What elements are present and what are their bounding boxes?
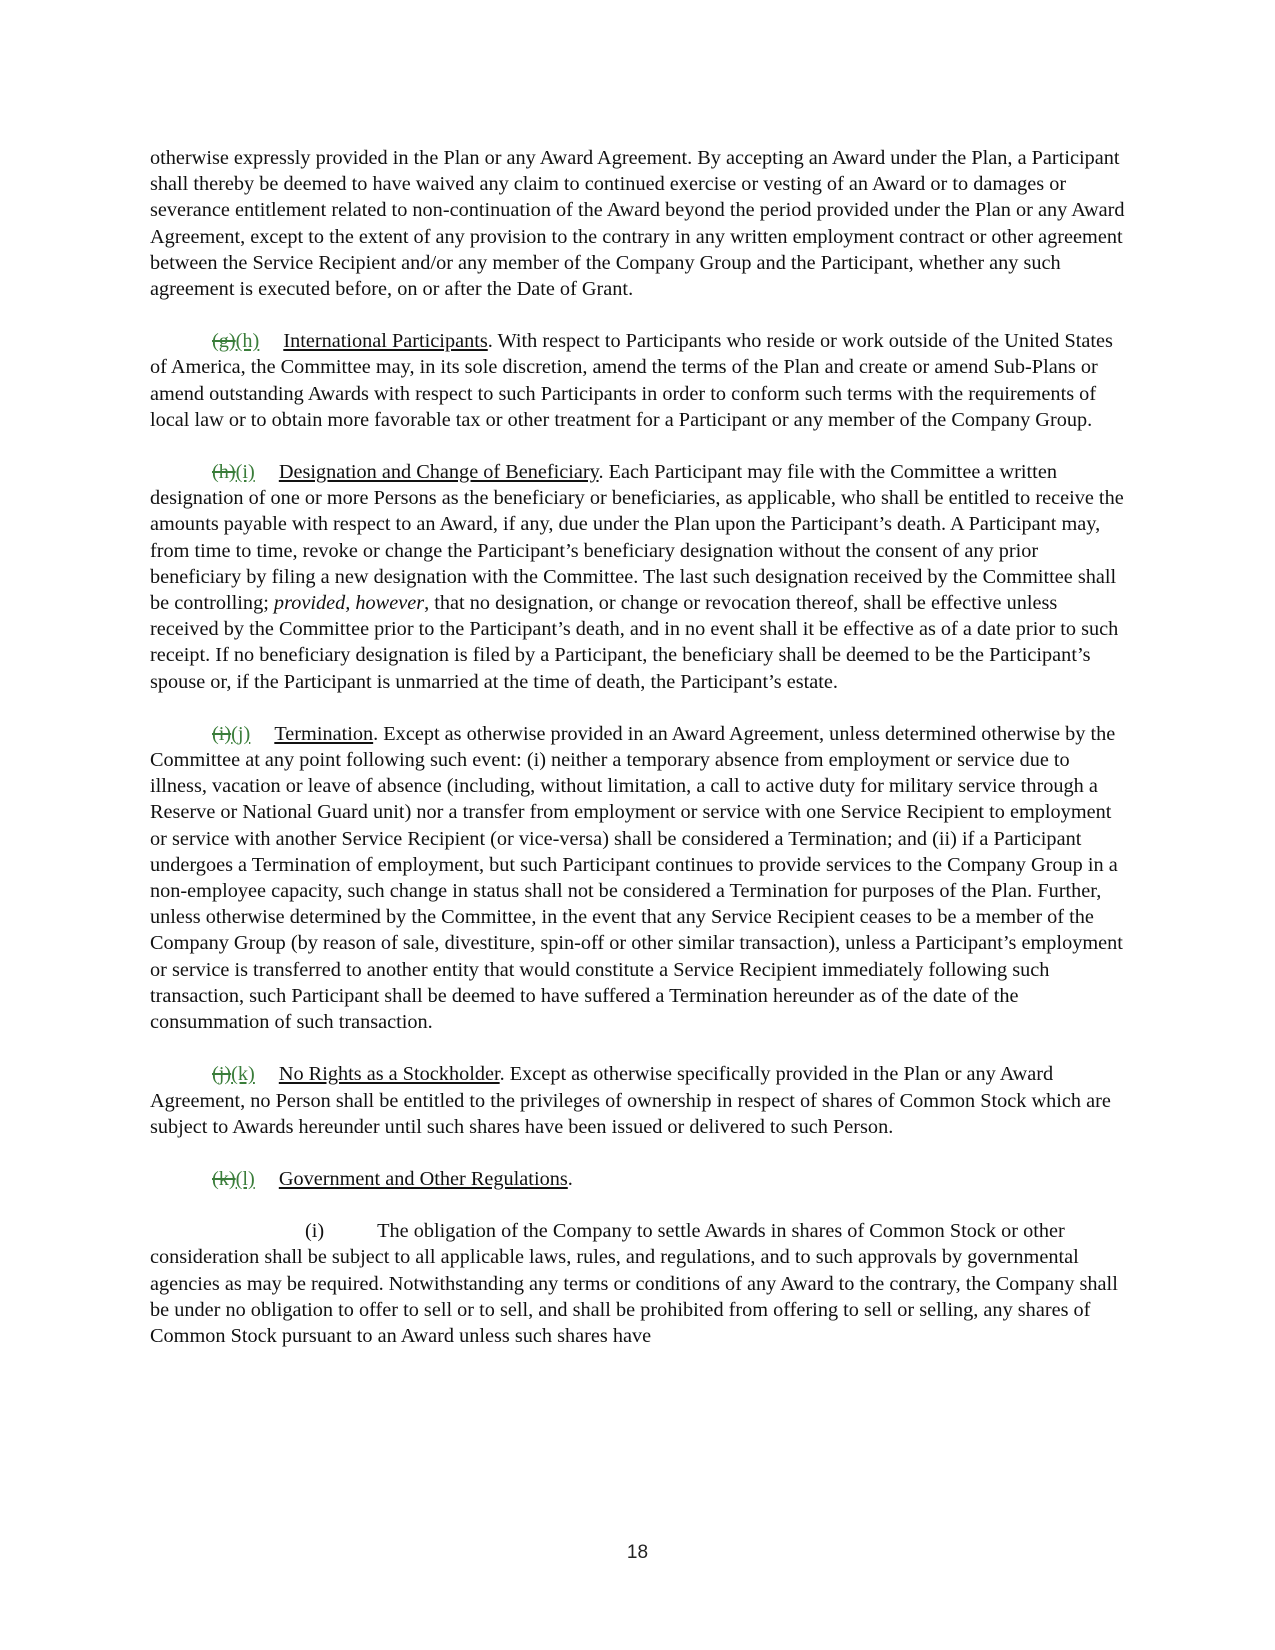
section-i <box>150 459 1125 695</box>
section-heading: Designation and Change of Beneficiary <box>278 461 599 484</box>
section-body: . Except as otherwise specifically provided in the Plan or any Award Agreement, no Person shall be entitled to the privileges of ownership in respect of shares of Common Stock which are subject to Awards hereunder until such shares have been issued or delivered to such Person. <box>150 1063 1111 1138</box>
section-k <box>150 1061 1125 1140</box>
paragraph-continuation: otherwise expressly provided in the Plan or any Award Agreement. By accepting an Award under the Plan, a Participant shall thereby be deemed to have waived any claim to continued exercise or vesting of an Award or to damages or severance entitlement related to non-continuation of the Award beyond the period provided under the Plan or any Award Agreement, except to the extent of any provision to the contrary in any written employment contract or other agreement between the Service Recipient and/or any member of the Company Group and the Participant, whether any such agreement is executed before, on or after the Date of Grant. <box>150 147 1125 301</box>
section-body: . <box>567 1167 573 1190</box>
section-h <box>150 328 1125 433</box>
inserted-number: (l) <box>235 1167 255 1190</box>
section-body-cont: , that no designation, or change or revocation thereof, shall be effective unless received by the Committee prior to the Participant’s death, and in no event shall it be effective as of a date prior to such receipt. If no beneficiary designation is filed by a Participant, the beneficiary shall be deemed to be the Participant’s spouse or, if the Participant is unmarried at the time of death, the Participant’s estate. <box>150 592 1119 693</box>
inserted-number: (k) <box>231 1063 255 1086</box>
document-page <box>150 145 1125 1375</box>
deleted-number: (k) <box>212 1167 236 1190</box>
section-heading: International Participants <box>283 330 488 353</box>
section-heading: Government and Other Regulations <box>278 1167 568 1190</box>
page-number: 18 <box>626 1542 649 1563</box>
deleted-number: (h) <box>212 461 236 484</box>
inserted-number: (i) <box>235 461 255 484</box>
section-body: . With respect to Participants who reside or work outside of the United States of America, the Committee may, in its sole discretion, amend the terms of the Plan and create or amend Sub-Plans or amend outstanding Awards with respect to such Participants in order to conform such terms with the requirements of local law or to obtain more favorable tax or other treatment for a Participant or any member of the Company Group. <box>150 330 1113 431</box>
inserted-number: (j) <box>231 722 251 745</box>
subsection-body: The obligation of the Company to settle Awards in shares of Common Stock or other consideration shall be subject to all applicable laws, rules, and regulations, and to such approvals by governmental agencies as may be required. Notwithstanding any terms or conditions of any Award to the contrary, the Company shall be under no obligation to offer to sell or to sell, and shall be prohibited from offering to sell or selling, any shares of Common Stock pursuant to an Award unless such shares have <box>150 1220 1118 1347</box>
deleted-number: (g) <box>212 330 236 353</box>
section-body: . Each Participant may file with the Committee a written designation of one or more Persons as the beneficiary or beneficiaries, as applicable, who shall be entitled to receive the amounts payable with respect to an Award, if any, due under the Plan upon the Participant’s death. A Participant may, from time to time, revoke or change the Participant’s beneficiary designation without the consent of any prior beneficiary by filing a new designation with the Committee. The last such designation received by the Committee shall be controlling; <box>150 461 1124 615</box>
inserted-number: (h) <box>235 330 260 353</box>
deleted-number: (i) <box>212 722 232 745</box>
italic-phrase: provided, however <box>273 592 425 615</box>
subsection-number: (i) <box>305 1220 325 1243</box>
section-l <box>150 1166 1125 1192</box>
deleted-number: (j) <box>212 1063 232 1086</box>
section-body: . Except as otherwise provided in an Award Agreement, unless determined otherwise by the Committee at any point following such event: (i) neither a temporary absence from employment or service due to illness, vacation or leave of absence (including, without limitation, a call to active duty for military service through a Reserve or National Guard unit) nor a transfer from employment or service with one Service Recipient to employment or service with another Service Recipient (or vice-versa) shall be considered a Termination; and (ii) if a Participant undergoes a Termination of employment, but such Participant continues to provide services to the Company Group in a non-employee capacity, such change in status shall not be considered a Termination for purposes of the Plan. Further, unless otherwise determined by the Committee, in the event that any Service Recipient ceases to be a member of the Company Group (by reason of sale, divestiture, spin-off or other similar transaction), unless a Participant’s employment or service is transferred to another entity that would constitute a Service Recipient immediately following such transaction, such Participant shall be deemed to have suffered a Termination hereunder as of the date of the consummation of such transaction. <box>150 722 1123 1034</box>
section-heading: Termination <box>274 722 374 745</box>
subsection-l-i <box>150 1218 1125 1349</box>
section-heading: No Rights as a Stockholder <box>278 1063 500 1086</box>
section-j <box>150 721 1125 1035</box>
